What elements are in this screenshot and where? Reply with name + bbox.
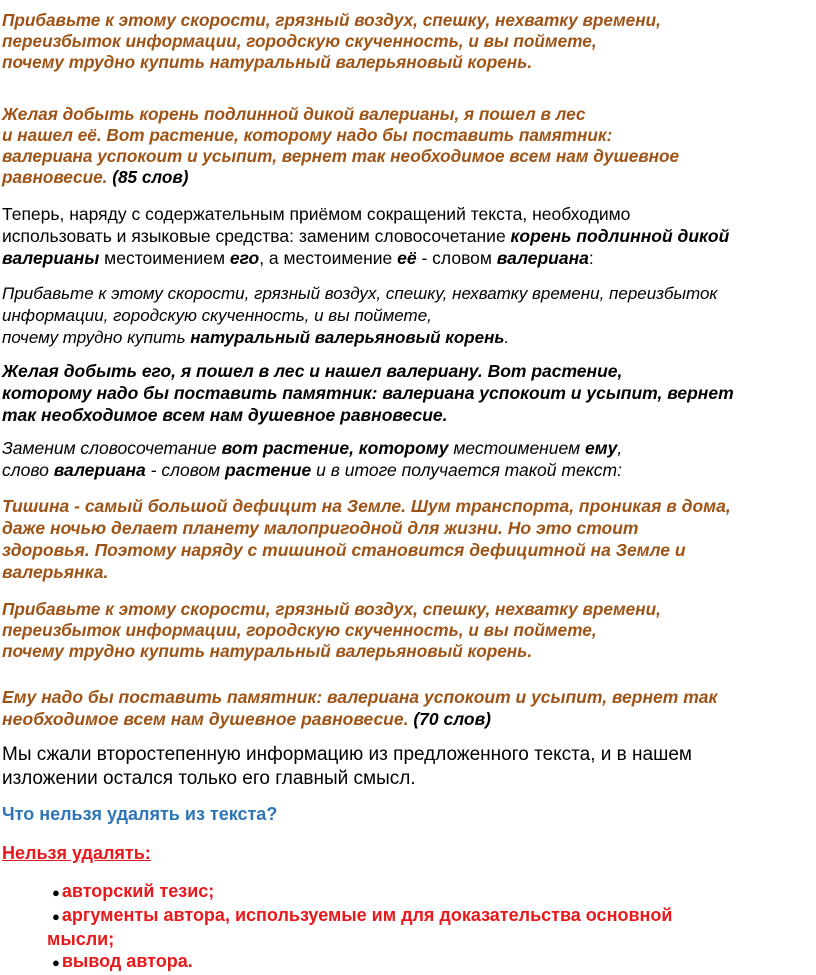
list-item: ● аргументы автора, используемые им для доказательства основной — [52, 905, 673, 925]
paragraph-explanation-1: Теперь, наряду с содержательным приёмом сокращений текста, необходимо использовать и языковые средства: заменим словосочетание корень подлинной дикой валерианы местоимением его, а местоимение её - словом валериана: — [2, 204, 730, 268]
paragraph-original-2: Желая добыть корень подлинной дикой валерианы, я пошел в лес и нашел её. Вот растение, которому надо бы поставить памятник: валериана успокоит и усыпит, вернет так необходимое всем нам душевное равновесие. (85 слов) — [2, 104, 680, 187]
paragraph-result-2: Прибавьте к этому скорости, грязный воздух, спешку, нехватку времени, переизбыток информации, городскую скученность, и вы поймете, почему трудно купить натуральный валерьяновый корень. — [2, 599, 661, 661]
question-heading: Что нельзя удалять из текста? — [2, 804, 278, 824]
paragraph-example-2: Желая добыть его, я пошел в лес и нашел валериану. Вот растение, которому надо бы поставить памятник: валериана успокоит и усыпит, вернет так необходимое всем нам душевное равновесие. — [2, 361, 734, 425]
list-item: ● вывод автора. — [52, 951, 193, 971]
paragraph-explanation-2: Заменим словосочетание вот растение, которому местоимением ему, слово валериана - словом растение и в итоге получается такой текст: — [2, 438, 623, 480]
bullet-icon: ● — [52, 955, 60, 970]
bullet-icon: ● — [52, 885, 60, 900]
cannot-delete-heading: Нельзя удалять: — [2, 843, 151, 863]
list-item: ● авторский тезис; — [52, 881, 215, 901]
bullet-list — [47, 880, 812, 974]
bullet-icon: ● — [52, 909, 60, 924]
word-count: (70 слов) — [413, 709, 491, 729]
paragraph-original-1: Прибавьте к этому скорости, грязный воздух, спешку, нехватку времени, переизбыток информации, городскую скученность, и вы поймете, почему трудно купить натуральный валерьяновый корень. — [2, 10, 661, 72]
paragraph-example-1: Прибавьте к этому скорости, грязный воздух, спешку, нехватку времени, переизбыток информации, городскую скученность, и вы поймете, почему трудно купить натуральный валерьяновый корень. — [2, 284, 718, 347]
paragraph-result-1: Тишина - самый большой дефицит на Земле. Шум транспорта, проникая в дома, даже ночью делает планету малопригодной для жизни. Но это стоит здоровья. Поэтому наряду с тишиной становится дефицитной на Земле и валерьянка. — [2, 496, 731, 582]
paragraph-conclusion: Мы сжали второстепенную информацию из предложенного текста, и в нашем изложении остался только его главный смысл. — [2, 744, 692, 789]
paragraph-result-3: Ему надо бы поставить памятник: валериана успокоит и усыпит, вернет так необходимое всем нам душевное равновесие. (70 слов) — [2, 687, 718, 729]
list-item-continuation: мысли; — [47, 929, 115, 949]
word-count: (85 слов) — [112, 167, 189, 187]
